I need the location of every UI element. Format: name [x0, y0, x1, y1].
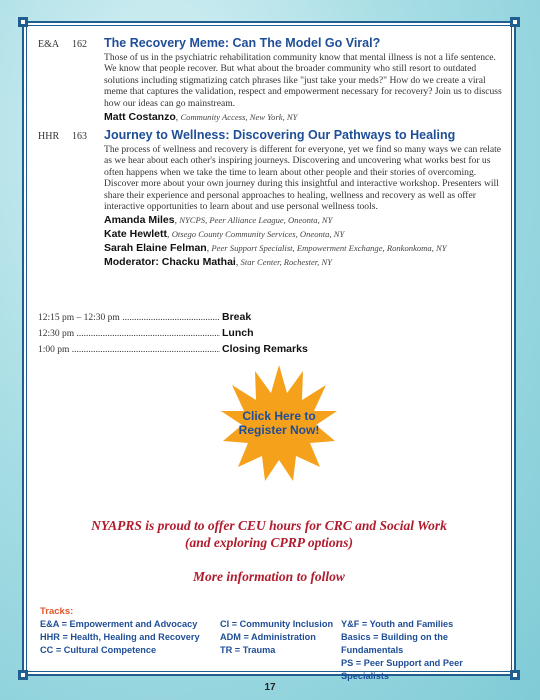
track-item: TR = Trauma	[220, 645, 276, 655]
ceu-line2: (and exploring CPRP options)	[185, 535, 353, 550]
ceu-notice	[24, 517, 514, 551]
session-description: The process of wellness and recovery is different for everyone, yet we find so many ways we can relate as we hear about each other's inspiring journeys. Discovering and uncovering what works best for us often happens when we take the time to learn about other people and their stories of overcoming. Discover more about your own journey during this insightful and interactive workshop. Presenters will share their experience and personal approaches to healing, wellness and recovery as well as offer interactive opportunities to learn about and use personal wellness tools.	[104, 144, 502, 213]
track-item: PS = Peer Support and Peer Specialists	[341, 658, 463, 681]
ceu-line1: NYAPRS is proud to offer CEU hours for CRC and Social Work	[91, 518, 447, 533]
session-162	[38, 35, 508, 125]
session-number: 162	[72, 39, 87, 50]
schedule-time: 1:00 pm .....	[38, 345, 220, 355]
tracks-column	[341, 618, 510, 683]
presenter-name: Kate Hewlett	[104, 228, 168, 241]
session-title: Journey to Wellness: Discovering Our Pathways to Healing	[104, 128, 456, 142]
tracks-column	[220, 618, 333, 657]
session-number: 163	[72, 131, 87, 142]
session-163	[38, 127, 508, 270]
session-description: Those of us in the psychiatric rehabilitation community know that mental illness is not a life sentence. We know that people recover. But what about the broader community who still resort to outdated solutions including stigmatizing catch phrases like "just take your meds?" How do we create a viral meme that captures the validation, respect and empowerment necessary for recovery? Join us to discuss how our ideas can go mainstream.	[104, 52, 502, 109]
tracks-title: Tracks:	[40, 606, 74, 617]
schedule-time: 12:30 pm .....	[38, 329, 220, 339]
presenter-affiliation: Peer Support Specialist, Empowerment Exchange, Ronkonkoma, NY	[211, 243, 447, 254]
track-item: ADM = Administration	[220, 632, 316, 642]
presenter-name: Matt Costanzo	[104, 111, 176, 124]
schedule-row	[38, 311, 338, 327]
presenter-affiliation: NYCPS, Peer Alliance League, Oneonta, NY	[179, 215, 333, 226]
page-number: 17	[264, 682, 276, 693]
presenter: Amanda Miles, NYCPS, Peer Alliance League, Oneonta, NY	[104, 214, 333, 227]
schedule-row	[38, 343, 338, 359]
track-item: HHR = Health, Healing and Recovery	[40, 632, 200, 642]
schedule-row	[38, 327, 338, 343]
frame-corner	[18, 670, 28, 680]
schedule-list	[38, 311, 338, 359]
session-title: The Recovery Meme: Can The Model Go Viral?	[104, 36, 381, 50]
session-track-code: HHR	[38, 131, 60, 142]
track-item: Y&F = Youth and Families	[341, 619, 454, 629]
presenter: Matt Costanzo, Community Access, New York, NY	[104, 111, 298, 124]
presenter-name: Sarah Elaine Felman	[104, 242, 207, 255]
frame-corner	[510, 670, 520, 680]
frame-corner	[18, 17, 28, 27]
schedule-label: Break	[222, 311, 252, 323]
more-info-note: More information to follow	[193, 569, 345, 584]
frame-corner	[510, 17, 520, 27]
presenter-name: Amanda Miles	[104, 214, 175, 227]
presenter-affiliation: Otsego County Community Services, Oneonta, NY	[171, 229, 345, 240]
schedule-label: Lunch	[222, 327, 254, 339]
track-item: CC = Cultural Competence	[40, 645, 157, 655]
presenter: Sarah Elaine Felman, Peer Support Specialist, Empowerment Exchange, Ronkonkoma, NY	[104, 242, 447, 255]
schedule-label: Closing Remarks	[222, 343, 308, 355]
page-frame	[22, 21, 516, 681]
presenter: Moderator: Chacku Mathai, Star Center, Rochester, NY	[104, 256, 332, 269]
presenter-affiliation: Community Access, New York, NY	[180, 112, 298, 123]
schedule-time: 12:15 pm – 12:30 pm .....	[38, 313, 220, 323]
tracks-legend	[40, 605, 510, 681]
track-item: CI = Community Inclusion	[220, 619, 334, 629]
track-item: E&A = Empowerment and Advocacy	[40, 619, 198, 629]
moderator-name: Moderator: Chacku Mathai	[104, 256, 236, 269]
register-label-line2[interactable]: Register Now!	[238, 423, 320, 437]
presenter: Kate Hewlett, Otsego County Community Services, Oneonta, NY	[104, 228, 345, 241]
track-item: Basics = Building on the Fundamentals	[341, 632, 448, 655]
register-now-button[interactable]	[219, 363, 339, 483]
register-label-line1[interactable]: Click Here to	[242, 409, 316, 423]
presenter-affiliation: Star Center, Rochester, NY	[240, 257, 332, 268]
tracks-column	[40, 618, 200, 657]
session-track-code: E&A	[38, 39, 60, 50]
